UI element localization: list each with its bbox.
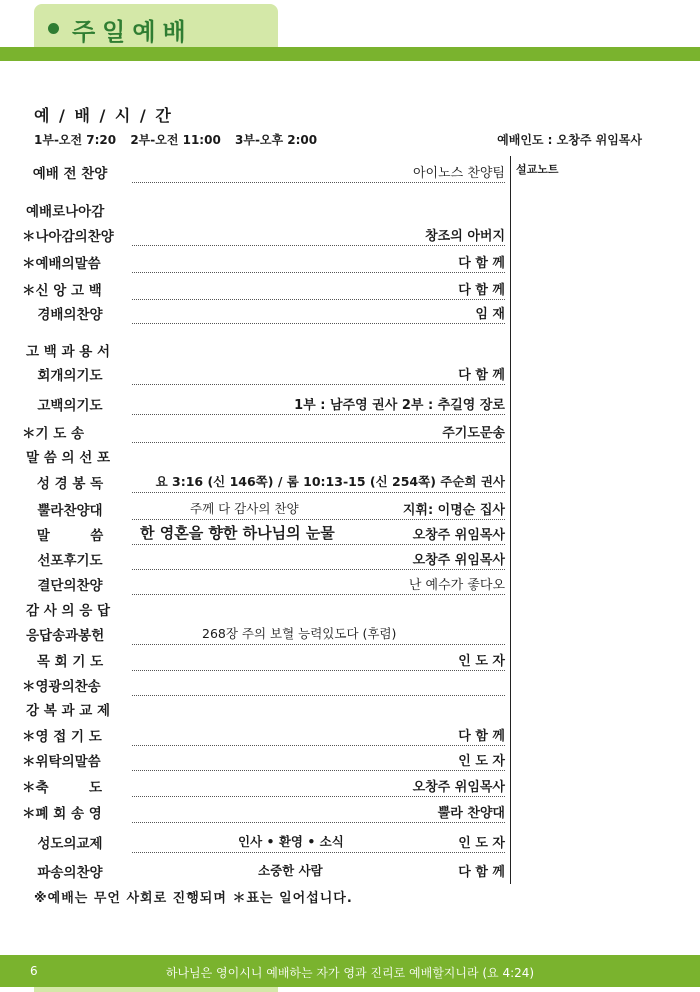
group-label: 말 씀 의 선 포: [26, 450, 111, 466]
row-value: 임 재: [475, 307, 505, 322]
order-group: [22, 197, 507, 221]
order-row: [22, 159, 507, 183]
dotted-line: [132, 519, 505, 520]
row-value: 주기도문송: [442, 426, 505, 441]
row-value: 오창주 위임목사: [412, 528, 505, 543]
dotted-line: [132, 594, 505, 595]
row-value: 인 도 자: [458, 654, 505, 669]
group-label: 감 사 의 응 답: [26, 603, 111, 619]
order-row: [22, 546, 507, 570]
row-value: 창조의 아버지: [425, 229, 505, 244]
row-value: 1부 : 남주영 권사 2부 : 추길영 장로: [294, 398, 505, 413]
row-label: 고백의기도: [37, 398, 103, 414]
row-label: ＊신 앙 고 백: [22, 283, 102, 299]
row-label: ＊폐 회 송 영: [22, 806, 102, 822]
order-row: [22, 647, 507, 671]
dotted-line: [132, 796, 505, 797]
row-value: 다 함 께: [458, 729, 505, 744]
dotted-line: [132, 745, 505, 746]
order-row: [22, 469, 507, 493]
row-label: 예배 전 찬양: [32, 166, 108, 182]
row-label: 목 회 기 도: [36, 654, 104, 670]
order-row: [22, 521, 507, 545]
order-row: [22, 799, 507, 823]
dotted-line: [132, 770, 505, 771]
order-row: [22, 571, 507, 595]
dotted-line: [132, 492, 505, 493]
dotted-line: [132, 644, 505, 645]
dotted-line: [132, 544, 505, 545]
divider: [510, 156, 511, 884]
order-row: [22, 773, 507, 797]
order-row: [22, 722, 507, 746]
row-value: 다 함 께: [458, 283, 505, 298]
order-row: [22, 300, 507, 324]
service-time-1: 1부-오전 7:20: [34, 133, 117, 147]
dotted-line: [132, 245, 505, 246]
row-value: 인 도 자: [458, 836, 505, 851]
order-row: [22, 672, 507, 696]
row-value: 오창주 위임목사: [412, 780, 505, 795]
order-row: [22, 361, 507, 385]
dotted-line: [132, 414, 505, 415]
row-label: ＊나아감의찬양: [22, 229, 114, 245]
group-label: 강 복 과 교 제: [26, 703, 111, 719]
order-row: [22, 276, 507, 300]
service-leader: 예배인도 : 오창주 위임목사: [497, 133, 642, 147]
service-time-3: 3부-오후 2:00: [235, 133, 318, 147]
row-label: ＊영광의찬송: [22, 679, 101, 695]
order-group: [22, 443, 507, 467]
order-group: [22, 337, 507, 361]
order-group: [22, 696, 507, 720]
row-value: 오창주 위임목사: [412, 553, 505, 568]
row-label: 결단의찬양: [37, 578, 103, 594]
page-number: 6: [30, 964, 38, 978]
row-label: 성 경 봉 독: [36, 476, 104, 492]
footer-tab: [34, 987, 278, 992]
row-value: 다 함 께: [458, 368, 505, 383]
page-title: 주일예배: [72, 18, 193, 46]
row-label: ＊위탁의말씀: [22, 754, 101, 770]
footer-verse: 하나님은 영이시니 예배하는 자가 영과 진리로 예배할지니라 (요 4:24): [165, 966, 535, 980]
row-middle: 주께 다 감사의 찬양: [190, 501, 299, 516]
order-row: [22, 419, 507, 443]
row-value: 뿔라 찬양대: [437, 806, 505, 821]
dotted-line: [132, 182, 505, 183]
row-value: 요 3:16 (신 146쪽) / 롬 10:13-15 (신 254쪽) 주순희 권사: [155, 474, 505, 489]
order-row: [22, 391, 507, 415]
sermon-note-label: 설교노트: [516, 163, 559, 176]
top-bar: [0, 47, 700, 61]
row-label: 회개의기도: [37, 368, 103, 384]
order-group: [22, 596, 507, 620]
row-label: 뿔라찬양대: [37, 503, 103, 519]
order-row: [22, 249, 507, 273]
row-value: 인 도 자: [458, 754, 505, 769]
dotted-line: [132, 822, 505, 823]
service-time-2: 2부-오전 11:00: [130, 133, 221, 147]
order-row: [22, 747, 507, 771]
order-row: [22, 496, 507, 520]
row-label: ＊영 접 기 도: [22, 729, 102, 745]
section-title: 예 / 배 / 시 / 간: [34, 106, 173, 125]
order-row: [22, 858, 507, 882]
row-label: 선포후기도: [37, 553, 103, 569]
row-middle: 268장 주의 보혈 능력있도다 (후렴): [202, 626, 397, 641]
footer-note: ※예배는 무언 사회로 진행되며 ＊표는 일어섭니다.: [34, 891, 353, 906]
dotted-line: [132, 569, 505, 570]
dotted-line: [132, 272, 505, 273]
row-value: 지휘: 이명순 집사: [402, 503, 505, 518]
order-row: [22, 621, 507, 645]
group-label: 고 백 과 용 서: [26, 344, 111, 360]
row-value: 아이노스 찬양팀: [412, 166, 505, 181]
row-value: 다 함 께: [458, 256, 505, 271]
row-value: 다 함 께: [458, 865, 505, 880]
footer-bar: [0, 955, 700, 987]
row-label: ＊축 도: [22, 780, 103, 796]
row-label: ＊예배의말씀: [22, 256, 101, 272]
row-middle: 소중한 사람: [258, 863, 323, 878]
sermon-title: 한 영혼을 향한 하나님의 눈물: [140, 524, 335, 542]
row-label: 응답송과봉헌: [26, 628, 105, 644]
dotted-line: [132, 670, 505, 671]
bullet-icon: [48, 23, 59, 34]
header-tab: [34, 4, 278, 48]
dotted-line: [132, 852, 505, 853]
dotted-line: [132, 384, 505, 385]
row-value: 난 예수가 좋다오: [408, 578, 505, 593]
row-label: 말 씀: [36, 528, 104, 544]
order-row: [22, 222, 507, 246]
row-label: 파송의찬양: [37, 865, 103, 881]
row-middle: 인사 • 환영 • 소식: [238, 834, 344, 849]
service-times: [34, 131, 327, 148]
order-row: [22, 829, 507, 853]
row-label: 경배의찬양: [37, 307, 103, 323]
dotted-line: [132, 323, 505, 324]
row-label: 성도의교제: [37, 836, 103, 852]
row-label: ＊기 도 송: [22, 426, 85, 442]
group-label: 예배로나아감: [26, 204, 105, 220]
